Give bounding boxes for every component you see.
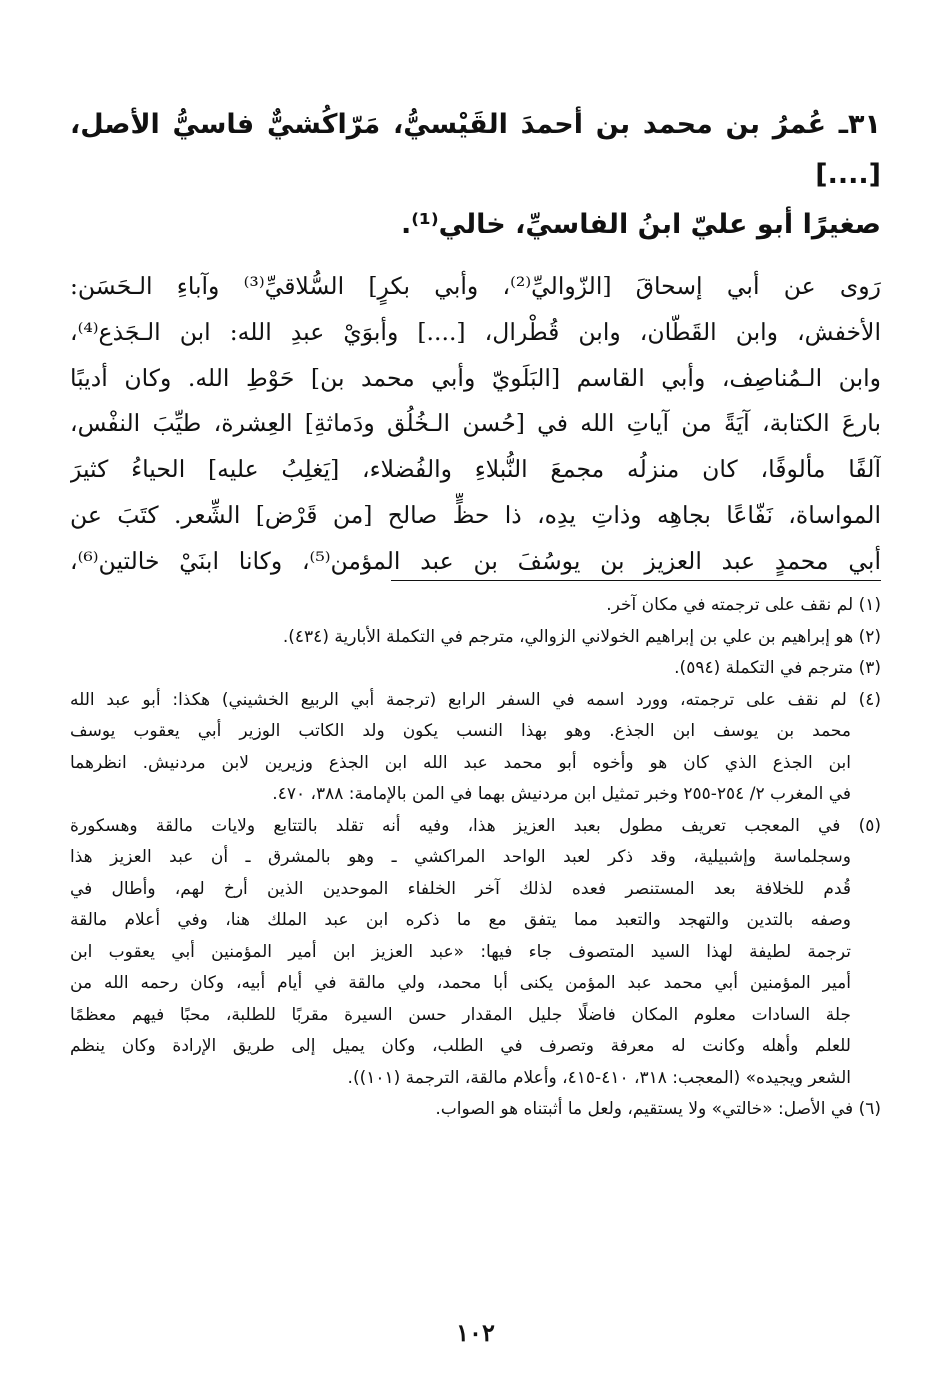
entry-body <box>70 264 881 585</box>
footnote-line: جلة السادات معلوم المكان فاضلًا جليل المقدار حسن السيرة مقربًا للطلبة، محبًا فيهم معظمًا <box>70 1004 851 1025</box>
footnote-line: وصفه بالتدين والتهجد والتعبد مما يتفق مع ما ذكره ابن عبد الملك هنا، وفي أعلام مالقة <box>70 910 851 930</box>
footnote-2 <box>70 622 881 654</box>
page-number: ١٠٢ <box>456 1318 495 1347</box>
footnote-line: (١) لم نقف على ترجمته في مكان آخر. <box>606 595 881 615</box>
footnote-line: الشعر ويجيده» (المعجب: ٣١٨، ٤١٠-٤١٥، وأعلام مالقة، الترجمة (١٠١)). <box>347 1067 851 1088</box>
footnote-line: وسجلماسة وإشبيلية، وقد ذكر لعبد الواحد المراكشي ـ وهو بالمشرق ـ أن عبد العزيز هذا <box>70 847 851 867</box>
footnote-line: أمير المؤمنين أبي محمد عبد المؤمن يكنى أبا محمد، ولي مالقة في أيام أبيه، وكان رحمه الله من <box>70 973 851 993</box>
footnote-line: (٦) في الأصل: «خالتي» ولا يستقيم، ولعل ما أثبتناه هو الصواب. <box>435 1099 881 1119</box>
footnote-5 <box>70 811 881 1095</box>
body-line: المواساة، نَفّاعًا بجاهِه وذاتِ يدِه، ذا حظٍّ صالح [من قَرْض] الشِّعر. كتَبَ عن <box>70 500 881 529</box>
footnote-separator <box>391 580 881 581</box>
body-line: آلفًا مألوفًا، كان منزلُه مجمعَ النُّبلاءِ والفُضلاء، [يَغلِبُ عليه] الحياءُ كثيرَ <box>70 455 881 484</box>
footnote-line: في المغرب ٢/ ٢٥٤-٢٥٥ وخبر تمثيل ابن مردنيش بهما في المن بالإمامة: ٣٨٨، ٤٧٠. <box>272 784 851 804</box>
footnote-3 <box>70 653 881 685</box>
footnote-1 <box>70 590 881 622</box>
footnote-line: للعلم وأهله وكانت له معرفة وتصرف في الطلب، وكان يميل إلى طريق الإرادة وكان ينظم <box>70 1036 851 1056</box>
footnotes <box>70 590 881 1126</box>
footnote-4 <box>70 685 881 811</box>
body-line: بارعَ الكتابة، آيَةً من آياتِ الله في [حُسن الـخُلُق ودَماثةِ] العِشرة، طيِّبَ النفْس، <box>70 409 881 438</box>
footnote-line: ابن الجذع الذي كان هو وأخوه أبو محمد عبد الله ابن الجذع وزيرين لابن مردنيش. انظرهما <box>70 752 851 773</box>
body-line: رَوى عن أبي إسحاقَ [الزّواليِّ⁽²⁾، وأبي بكرٍ] السُّلاقيِّ⁽³⁾ وآباءِ الـحَسَن: <box>70 272 881 300</box>
heading-line: ٣١ـ عُمرُ بن محمد بن أحمدَ القَيْسيُّ، مَرّاكُشيٌّ فاسيُّ الأصل، [....] <box>70 109 881 190</box>
footnote-6 <box>70 1094 881 1126</box>
main-text-block <box>70 100 881 585</box>
body-line: وابن الـمُناصِف، وأبي القاسم [البَلَويّ وأبي محمد بن] حَوْطِ الله. وكان أديبًا <box>70 363 881 392</box>
heading-line: صغيرًا أبو عليّ ابنُ الفاسيِّ، خالي⁽¹⁾. <box>401 209 881 240</box>
footnote-line: قُدم للخلافة بعد المستنصر فعده لذلك آخر الخلفاء الموحدين الذين أرخ لهم، وأطال في <box>70 878 851 899</box>
body-line: أبي محمدٍ عبد العزيز بن يوسُفَ بن عبد المؤمن⁽⁵⁾، وكانا ابنَيْ خالتين⁽⁶⁾، <box>70 546 881 575</box>
footnote-line: (٣) مترجم في التكملة (٥٩٤). <box>674 658 881 678</box>
footnote-line: (٤) لم نقف على ترجمته، وورد اسمه في السفر الرابع (ترجمة أبي الربيع الخشيني) هكذا: أبو عبد الله <box>70 689 881 710</box>
footnote-line: محمد بن يوسف ابن الجذع. وهو بهذا النسب يكون ولد الكاتب الوزير أبي يعقوب يوسف <box>70 721 851 741</box>
entry-heading <box>70 100 881 250</box>
footnote-line: ترجمة لطيفة لهذا السيد المتصوف جاء فيها: «عبد العزيز ابن أمير المؤمنين أبي يعقوب ابن <box>70 941 851 962</box>
footnote-line: (٢) هو إبراهيم بن علي بن إبراهيم الخولاني الزوالي، مترجم في التكملة الأبارية (٤٣٤). <box>282 626 881 647</box>
footnote-line: (٥) في المعجب تعريف مطول بعبد العزيز هذا، وفيه أنه تقلد بالتتابع ولايات مالقة وهسكورة <box>70 815 881 836</box>
body-line: الأخفش، وابن القَطّان، وابن قُطْرال، [....] وأبوَيْ عبدِ الله: ابن الـجَذع⁽⁴⁾، <box>70 317 881 346</box>
